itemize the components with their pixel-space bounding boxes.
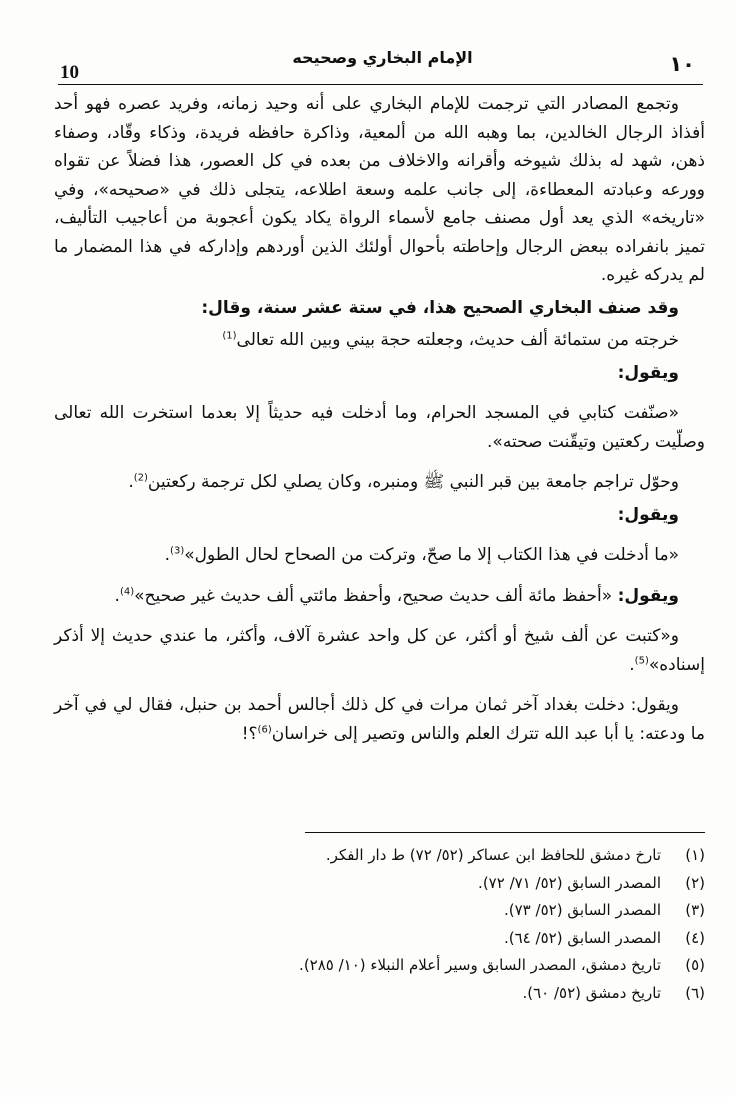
footnote-ref-4: (4): [119, 585, 135, 597]
footnote-number: (٤): [685, 928, 705, 947]
page-number-arabic: ١٠: [669, 52, 695, 76]
quote-first-text: خرجته من ستمائة ألف حديث، وجعلته حجة بيني وبين الله تعالى: [236, 330, 679, 350]
paragraph-baghdad-end: ؟!: [241, 723, 258, 744]
header-rule: [58, 84, 703, 85]
footnote-item: [200, 842, 705, 870]
footnote-text: المصدر السابق (٥٢/ ٦٤).: [504, 928, 661, 947]
running-title: الإمام البخاري وصحيحه: [292, 48, 473, 67]
footnotes: [200, 842, 705, 1007]
paragraph-tarajim: وحوّل تراجم جامعة بين قبر النبي ﷺ ومنبره، وكان يصلي لكل ترجمة ركعتين$^{(2)}$.: [128, 472, 679, 492]
footnote-text: المصدر السابق (٥٢/ ٧١/ ٧٢).: [478, 873, 661, 892]
footnote-number: (٣): [685, 901, 705, 919]
footnote-text: تاريخ دمشق، المصدر السابق وسير أعلام النبلاء (١٠/ ٢٨٥).: [299, 956, 661, 974]
footnote-item: [200, 897, 705, 925]
paragraph-intro: وتجمع المصادر التي ترجمت للإمام البخاري على أنه وحيد زمانه، وفريد عصره فهو أحد أفذاذ الرجال الخالدين، بما وهبه الله من ألمعية، وذاكرة حافظه فريدة، وذكاء وقّاد، وصفاء ذهن، شهد له بذلك شيوخه وأقرانه والاخلاف من بعده في كل العصور، هذا فضلاً عن تقواه وورعه وعبادته المعطاءة، إلى جانب علمه وسعة اطلاعه، يتجلى ذلك في «صحيحه»، وفي «تاريخه» الذي يعد أول مصنف جامع لأسماء الرواة يكاد يكون أعجوبة من أعاجيب التأليف، تميز بانفراده ببعض الرجال وإحاطته بأحوال أولئك الذين أوردهم وإداركه في هذا المضمار ما لم يدركه غيره.: [54, 94, 705, 285]
footnote-number: (٦): [685, 983, 705, 1002]
quote-fifth-text: و«كتبت عن ألف شيخ أو أكثر، عن كل واحد عشرة آلاف، وأكثر، ما عندي حديث إلا أذكر إسناده»: [54, 626, 705, 675]
footnote-number: (٢): [685, 873, 705, 892]
page-header: [60, 38, 705, 83]
footnote-ref-6: (6): [257, 723, 272, 735]
quote-third-text: «ما أدخلت في هذا الكتاب إلا ما صحّ، وتركت من الصحاح لحال الطول»: [184, 545, 679, 565]
paragraph-composition: وقد صنف البخاري الصحيح هذا، في ستة عشر سنة، وقال:: [201, 297, 679, 318]
quote-fourth-text: «أحفظ مائة ألف حديث صحيح، وأحفظ مائتي ألف حديث غير صحيح»: [134, 585, 618, 606]
footnote-number: (١): [685, 846, 705, 864]
footnote-number: (٥): [685, 956, 705, 974]
paragraph-tarajim-text: وحوّل تراجم جامعة بين قبر النبي ﷺ ومنبره، وكان يصلي لكل ترجمة ركعتين: [147, 472, 679, 492]
footnote-ref-1: (1): [222, 330, 237, 342]
quote-first: [54, 326, 705, 355]
says-label-3: ويقول:: [617, 585, 679, 606]
quote-third: «ما أدخلت في هذا الكتاب إلا ما صحّ، وتركت من الصحاح لحال الطول»$^{(3)}$.: [164, 545, 679, 565]
paragraph-baghdad: [54, 691, 705, 748]
footnote-rule: [305, 832, 705, 833]
footnote-item: [200, 952, 705, 980]
footnote-text: تاريخ دمشق (٥٢/ ٦٠).: [522, 983, 661, 1002]
footnote-ref-3: (3): [170, 545, 185, 557]
says-label-1: ويقول:: [617, 362, 679, 383]
footnote-item: [200, 870, 705, 898]
footnote-ref-5: (5): [634, 654, 649, 666]
footnote-ref-2: (2): [133, 472, 148, 484]
paragraph-baghdad-text: ويقول: دخلت بغداد آخر ثمان مرات في كل ذلك أجالس أحمد بن حنبل، فقال لي في آخر ما ودعته: يا أبا عبد الله تترك العلم والناس وتصير إلى خراسان: [54, 695, 705, 744]
says-label-2: ويقول:: [617, 504, 679, 525]
quote-second: «صنّفت كتابي في المسجد الحرام، وما أدخلت فيه حديثاً إلا بعدما استخرت الله تعالى وصلّيت ركعتين وتيقّنت صحته».: [54, 403, 705, 452]
page-number-latin: 10: [60, 62, 79, 83]
quote-fifth: و«كتبت عن ألف شيخ أو أكثر، عن كل واحد عشرة آلاف، وأكثر، ما عندي حديث إلا أذكر إسناده»$^{(5)}$.: [54, 626, 705, 675]
footnote-item: [200, 925, 705, 953]
footnote-item: [200, 980, 705, 1008]
quote-fourth: ويقول: «أحفظ مائة ألف حديث صحيح، وأحفظ مائتي ألف حديث غير صحيح»$^{(4)}$.: [114, 585, 679, 606]
main-text: [54, 90, 705, 752]
footnote-text: تارخ دمشق للحافظ ابن عساكر (٥٢/ ٧٢) ط دار الفكر.: [325, 846, 661, 864]
footnote-text: المصدر السابق (٥٢/ ٧٣).: [504, 901, 661, 919]
